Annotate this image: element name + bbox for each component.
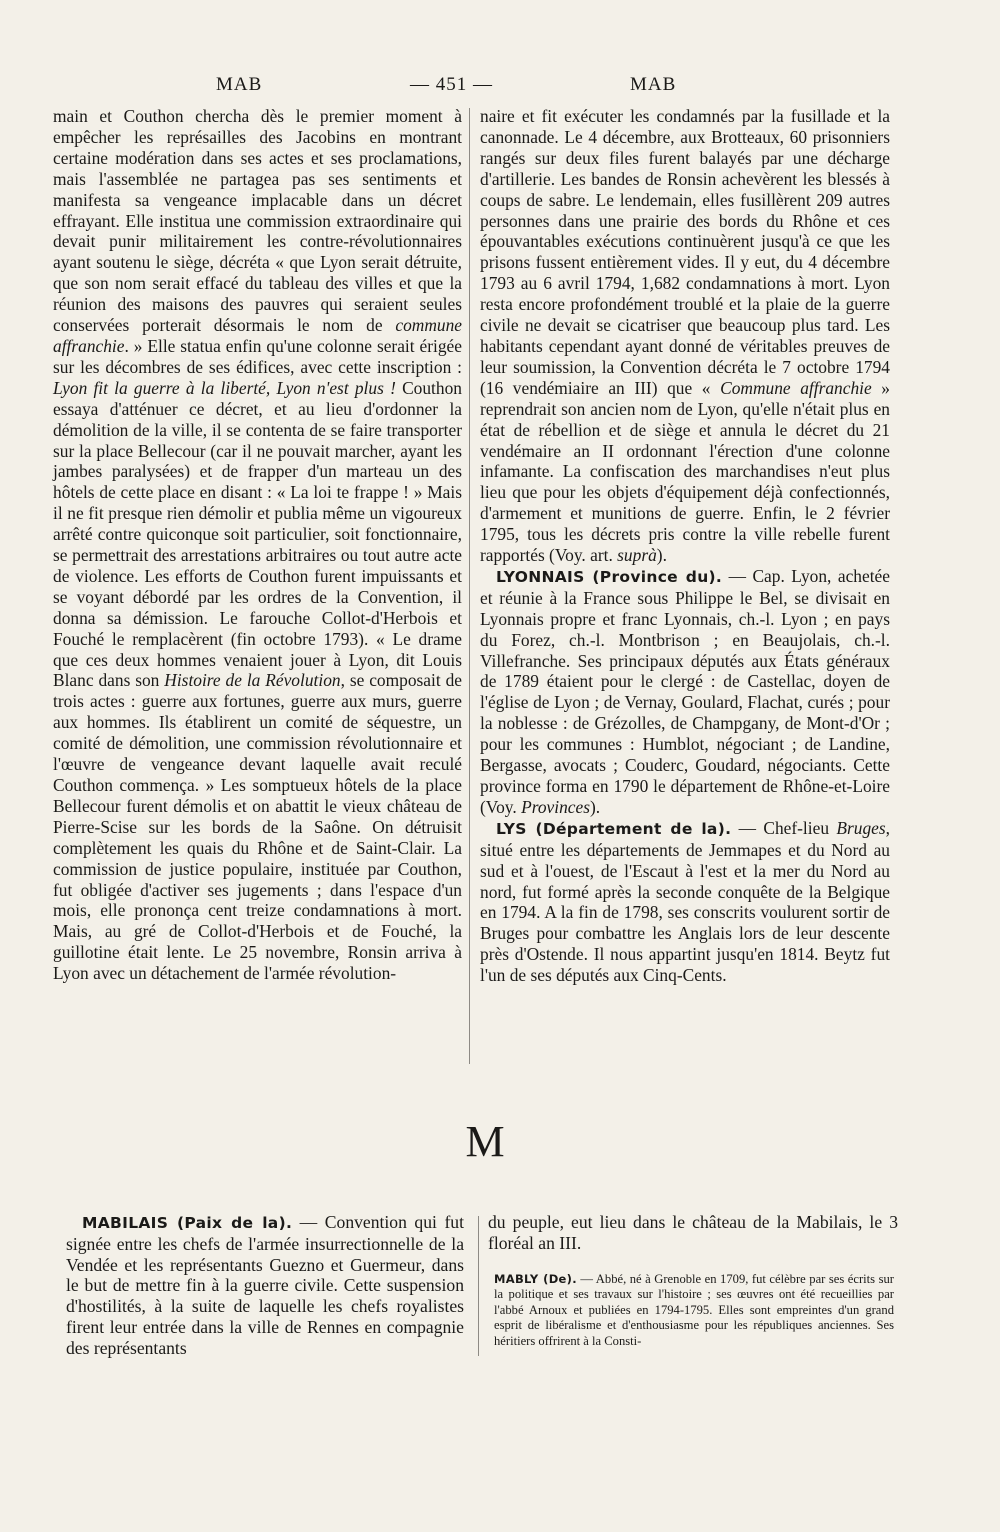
text-run: , situé entre les départements de Jemmapes et du Nord au sud et à l'ouest, de l'Escaut à l'est et la mer du Nord au nord, fut formé après la seconde conquête de la Belgique en 1794. A la fin de 1798, ses conscrits voulurent sortir de Bruges pour combattre les Anglais lors de leur descente près d'Ostende. Il nous appartint jusqu'en 1814. Beytz fut l'un de ses députés aux Cinq-Cents. (480, 817, 890, 986)
italic-run: Lyon fit la guerre à la liberté, Lyon n'est plus ! (53, 377, 396, 398)
running-head-left: MAB (216, 74, 263, 95)
bottom-right-column (488, 1212, 898, 1254)
italic-run: Provinces (521, 796, 590, 817)
text-run: — Abbé, né à Grenoble en 1709, fut célèbre par ses écrits sur la politique et ses travaux sur l'histoire ; ses œuvres ont été recueillies par l'abbé Arnoux et publiées en 1794-1795. Elles sont empreintes d'un grand esprit de libéralisme et d'enthousiasme pour les républiques anciennes. Ses héritiers offrirent à la Consti- (494, 1272, 894, 1348)
text-run: ). (589, 796, 601, 817)
italic-run: suprà (617, 545, 657, 566)
entry-headword: MABILAIS (Paix de la). (82, 1214, 293, 1232)
page-number: — 451 — (410, 74, 493, 95)
entry-headword: MABLY (De). (494, 1272, 577, 1286)
lys-entry (480, 818, 890, 986)
column-divider (478, 1216, 479, 1356)
text-run: naire et fit exécuter les condamnés par la fusillade et la canonnade. Le 4 décembre, aux Brotteaux, 60 prisonniers rangés sur deux files furent balayés par une décharge d'artillerie. Les bandes de Ronsin achevèrent les blessés à coups de sabre. Le lendemain, elles fusillèrent 209 autres personnes dans une prairie des bords du Rhône et ces épouvantables exécutions continuèrent jusqu'à ce que les prisons fussent entièrement vides. Il y eut, du 4 décembre 1793 au 6 avril 1794, 1,682 condamnations à mort. Lyon resta encore profondément troublé et la plaie de la guerre civile ne devait se cicatriser que beaucoup plus tard. Les habitants cependant ayant donné de véritables preuves de leur soumission, la Convention décréta le 7 octobre 1794 (16 vendémiaire an III) que « (480, 106, 890, 398)
mabilais-entry-end: du peuple, eut lieu dans le château de la Mabilais, le 3 floréal an III. (488, 1212, 898, 1253)
text-run: — Chef-lieu (731, 817, 837, 838)
lyon-entry-end (480, 106, 890, 566)
mabilais-entry (66, 1212, 464, 1359)
text-run: . » Elle statua enfin qu'une colonne serait érigée sur les décombres de ses édifices, avec cette inscription : (53, 335, 462, 377)
text-run: main et Couthon chercha dès le premier moment à empêcher les représailles des Jacobins en montrant certaine modération dans ses actes et ses proclamations, mais l'assemblée ne partagea pas ses sentiments et manifesta sa vengeance implacable dans un décret effrayant. Elle institua une commission extraordinaire qui devait punir militairement les contre-révolutionnaires ayant soutenu le siège, décréta « que Lyon serait détruite, que son nom serait effacé du tableau des villes et que la réunion des maisons des pauvres qui seraient seules conservées porterait désormais le nom de (53, 106, 462, 336)
text-run: Couthon essaya d'atténuer ce décret, et au lieu d'ordonner la démolition de la ville, il se contenta de se faire transporter sur la place Bellecour (car il ne pouvait marcher, ayant les jambes paralysées) et de frapper d'un marteau un des hôtels de cette place en disant : « La loi te frappe ! » Mais il ne fit presque rien démolir et publia même un vigoureux arrêté contre quiconque soit particulier, soit fonctionnaire, se permettrait des arrestations arbitraires ou tout autre acte de violence. Les efforts de Couthon furent impuissants et se voyant débordé par les ordres de la Convention, il donna sa démission. Le farouche Collot-d'Herbois et Fouché le remplacèrent (fin octobre 1793). « Le drame que ces deux hommes venaient jouer à Lyon, dit Louis Blanc dans son (53, 377, 462, 691)
text-run: » reprendrait son ancien nom de Lyon, qu'elle n'était plus en état de rébellion et de siège et annula le décret du 21 vendémaire an II ordonnant l'érection d'une colonne infamante. La confiscation des marchandises n'eut plus lieu que pour les objets d'équipement déjà confectionnés, d'armement et munitions de guerre. Enfin, le 2 février 1795, tous les décrets pris contre la ville rebelle furent rapportés (Voy. art. (480, 377, 890, 566)
lyon-entry-continuation (53, 106, 462, 984)
mably-entry (494, 1272, 894, 1349)
running-head (0, 74, 1000, 100)
italic-run: commune affranchie (53, 315, 462, 356)
left-column (53, 106, 462, 984)
text-run: — Cap. Lyon, achetée et réunie à la France sous Philippe le Bel, se divisait en Lyonnais propre et franc Lyonnais, ch.-l. Lyon ; en pays du Forez, ch.-l. Montbrison ; en Beaujolais, ch.-l. Villefranche. Ses principaux députés aux États généraux de 1789 étaient pour le clergé : de Castellac, doyen de l'église de Lyon ; de Vernay, Goulard, Flachat, curés ; pour la noblesse : de Grézolles, de Champgany, de Mont-d'Or ; pour les communes : Humblot, négociant ; de Landine, Bergasse, avocats ; Couderc, Goudard, négociants. Cette province forma en 1790 le département de Rhône-et-Loire (Voy. (480, 565, 890, 817)
mably-entry-text (494, 1272, 894, 1349)
text-run: — Convention qui fut signée entre les chefs de l'armée insurrectionnelle de la Vendée et les représentants Guezno et Guermeur, dans le but de mettre fin à la guerre civile. Cette suspension d'hostilités, à la suite de laquelle les chefs royalistes firent leur entrée dans la ville de Rennes en compagnie des représentants (66, 1212, 464, 1358)
text-run: , se composait de trois actes : guerre aux fortunes, guerre aux murs, guerre aux hommes. Ils établirent un comité de séquestre, un comité de démolition, une commission révolutionnaire et l'œuvre de vengeance devant laquelle avait reculé Couthon commença. » Les somptueux hôtels de la place Bellecour furent démolis et on abattit le vieux château de Pierre-Scise sur les bords de la Saône. On détruisit complètement les quais du Rhône et de Saint-Clair. La commission de justice populaire, instituée par Couthon, fut obligée d'activer ses jugements ; dans l'espace d'un mois, elle prononça cent treize condamnations à mort. Mais, au gré de Collot-d'Herbois et de Fouché, la guillotine était lente. Le 25 novembre, Ronsin arriva à Lyon avec un détachement de l'armée révolution- (53, 670, 462, 984)
running-head-right: MAB (630, 74, 677, 95)
text-run: ). (656, 545, 667, 566)
entry-headword: LYS (Département de la). (496, 819, 732, 838)
lyonnais-entry (480, 566, 890, 818)
right-column (480, 106, 890, 986)
italic-run: Commune affranchie (720, 377, 872, 398)
entry-headword: LYONNAIS (Province du). (496, 567, 723, 586)
italic-run: Bruges (836, 817, 886, 838)
italic-run: Histoire de la Révolution (164, 670, 341, 691)
section-letter: M (465, 1117, 505, 1166)
bottom-left-column (66, 1212, 464, 1359)
column-divider (469, 108, 470, 1064)
